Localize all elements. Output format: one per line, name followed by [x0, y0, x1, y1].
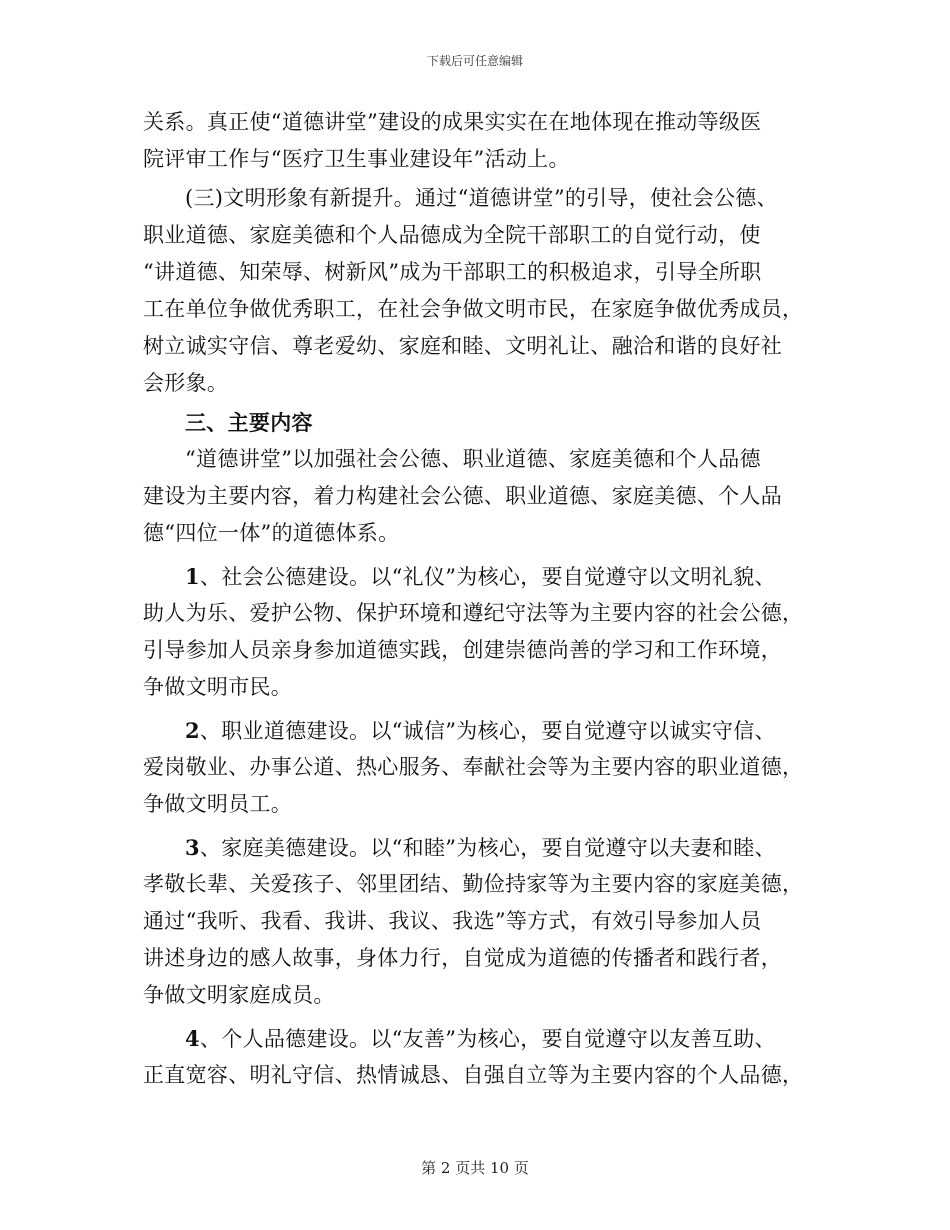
document-body — [143, 104, 823, 1094]
item-number: 2 — [185, 718, 200, 743]
body-line: 正直宽容、明礼守信、热情诚恳、自强自立等为主要内容的个人品德， — [143, 1063, 804, 1087]
section-heading: 三、主要内容 — [185, 410, 313, 435]
body-line: 孝敬长辈、关爱孩子、邻里团结、勤俭持家等为主要内容的家庭美德， — [143, 872, 804, 896]
body-line: 职业道德、家庭美德和个人品德成为全院干部职工的自觉行动，使 — [143, 223, 761, 247]
item-number: 3 — [185, 835, 200, 860]
list-item-line — [143, 558, 823, 595]
body-line: 、家庭美德建设。以“和睦”为核心，要自觉遵守以夫妻和睦、 — [199, 836, 776, 860]
body-line: “道德讲堂”以加强社会公德、职业道德、家庭美德和个人品德 — [185, 447, 761, 471]
page-footer: 第 2 页共 10 页 — [421, 1159, 529, 1177]
list-item-line — [143, 712, 823, 749]
body-line: 会形象。 — [143, 371, 229, 395]
body-line: (三)文明形象有新提升。通过“道德讲堂”的引导，使社会公德、 — [185, 186, 778, 210]
item-number: 4 — [185, 1026, 200, 1051]
body-line: 工在单位争做优秀职工，在社会争做文明市民，在家庭争做优秀成员， — [143, 297, 804, 321]
body-line: 、个人品德建设。以“友善”为核心，要自觉遵守以友善互助、 — [199, 1027, 776, 1051]
page-header: 下载后可任意编辑 — [426, 54, 523, 68]
body-line: 院评审工作与“医疗卫生事业建设年”活动上。 — [143, 147, 570, 171]
body-line: 争做文明市民。 — [143, 675, 293, 699]
list-item-line — [143, 829, 823, 866]
body-line: 关系。真正使“道德讲堂”建设的成果实实在在地体现在推动等级医 — [143, 110, 762, 134]
body-line: 建设为主要内容，着力构建社会公德、职业道德、家庭美德、个人品 — [143, 484, 782, 508]
body-line: 通过“我听、我看、我讲、我议、我选”等方式，有效引导参加人员 — [143, 909, 762, 933]
body-line: 争做文明员工。 — [143, 792, 293, 816]
body-line: 助人为乐、爱护公物、保护环境和遵纪守法等为主要内容的社会公德， — [143, 601, 804, 625]
body-line: 树立诚实守信、尊老爱幼、家庭和睦、文明礼让、融洽和谐的良好社 — [143, 334, 782, 358]
item-number: 1 — [185, 564, 200, 589]
body-line: 讲述身边的感人故事，身体力行，自觉成为道德的传播者和践行者， — [143, 946, 782, 970]
body-line: 引导参加人员亲身参加道德实践，创建崇德尚善的学习和工作环境， — [143, 638, 782, 662]
body-line: 德“四位一体”的道德体系。 — [143, 521, 400, 545]
list-item-line — [143, 1020, 823, 1057]
body-line: 、社会公德建设。以“礼仪”为核心，要自觉遵守以文明礼貌、 — [199, 565, 776, 589]
body-line: 、职业道德建设。以“诚信”为核心，要自觉遵守以诚实守信、 — [199, 719, 776, 743]
body-line: 爱岗敬业、办事公道、热心服务、奉献社会等为主要内容的职业道德， — [143, 755, 804, 779]
body-line: 争做文明家庭成员。 — [143, 983, 335, 1007]
body-line: “讲道德、知荣辱、树新风”成为干部职工的积极追求，引导全所职 — [143, 260, 762, 284]
